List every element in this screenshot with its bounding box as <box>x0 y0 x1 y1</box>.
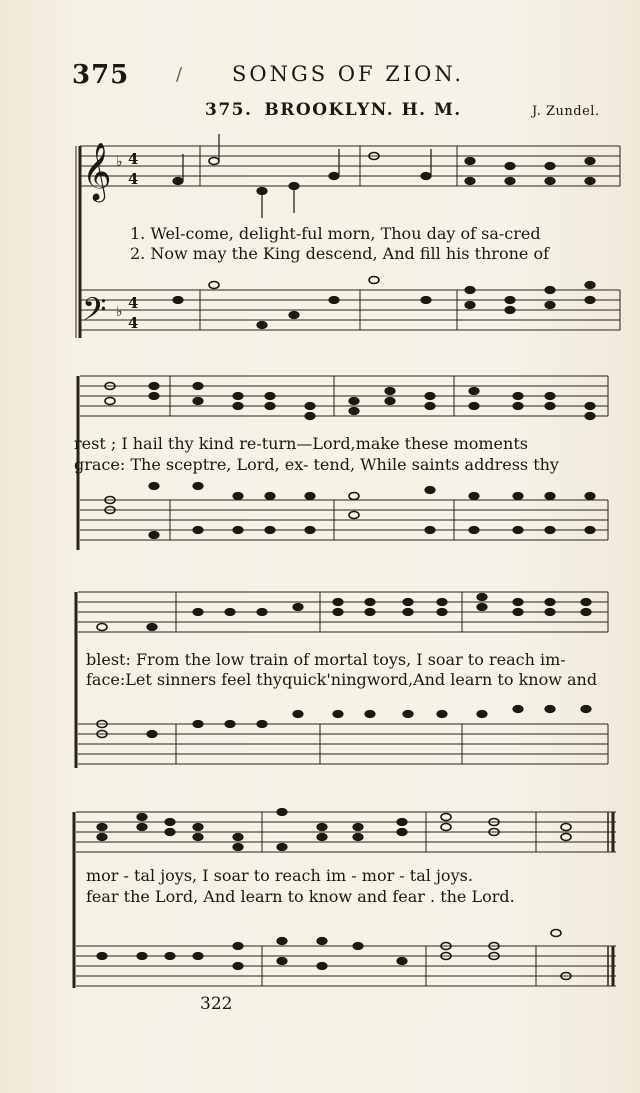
lyric-verse2: face:Let sinners feel thyquick'ningword,And learn to know and <box>86 670 598 689</box>
svg-text:4: 4 <box>128 314 139 332</box>
lyric-verse2: grace: The sceptre, Lord, ex- tend, While saints address thy <box>74 455 559 474</box>
svg-text:♭: ♭ <box>116 154 123 170</box>
page-number: 375 <box>72 60 130 90</box>
composer-name: J. Zundel. <box>532 104 600 119</box>
svg-text:𝄞: 𝄞 <box>82 142 112 200</box>
music-system-3 <box>72 580 622 780</box>
lyric-verse1: blest: From the low train of mortal toys, I soar to reach im- <box>86 650 566 669</box>
music-system-2 <box>72 360 622 560</box>
running-header <box>72 60 600 90</box>
hymn-heading <box>205 100 462 120</box>
svg-text:4: 4 <box>128 294 139 312</box>
lyric-verse1: 1. Wel-come, delight-ful morn, Thou day of sa-cred <box>130 224 541 243</box>
hymn-number: 375. <box>205 100 253 120</box>
tune-name: BROOKLYN. H. M. <box>264 100 462 120</box>
svg-text:♭: ♭ <box>116 304 123 320</box>
lyric-verse2: 2. Now may the King descend, And fill his throne of <box>130 244 549 263</box>
music-system-1 <box>72 130 622 340</box>
svg-text:4: 4 <box>128 150 139 168</box>
treble-staff <box>80 146 620 186</box>
book-title: SONGS OF ZION. <box>232 62 465 86</box>
margin-mark: / <box>176 64 183 85</box>
music-system-4 <box>72 800 622 990</box>
lyric-verse1: mor - tal joys, I soar to reach im - mor - tal joys. <box>86 866 473 885</box>
folio-number: 322 <box>200 994 233 1014</box>
svg-text:4: 4 <box>128 170 139 188</box>
svg-text:𝄢: 𝄢 <box>82 291 107 335</box>
lyric-verse1: rest ; I hail thy kind re-turn—Lord,make these moments <box>74 434 528 453</box>
lyric-verse2: fear the Lord, And learn to know and fear . the Lord. <box>86 887 515 906</box>
bass-staff <box>80 290 620 330</box>
